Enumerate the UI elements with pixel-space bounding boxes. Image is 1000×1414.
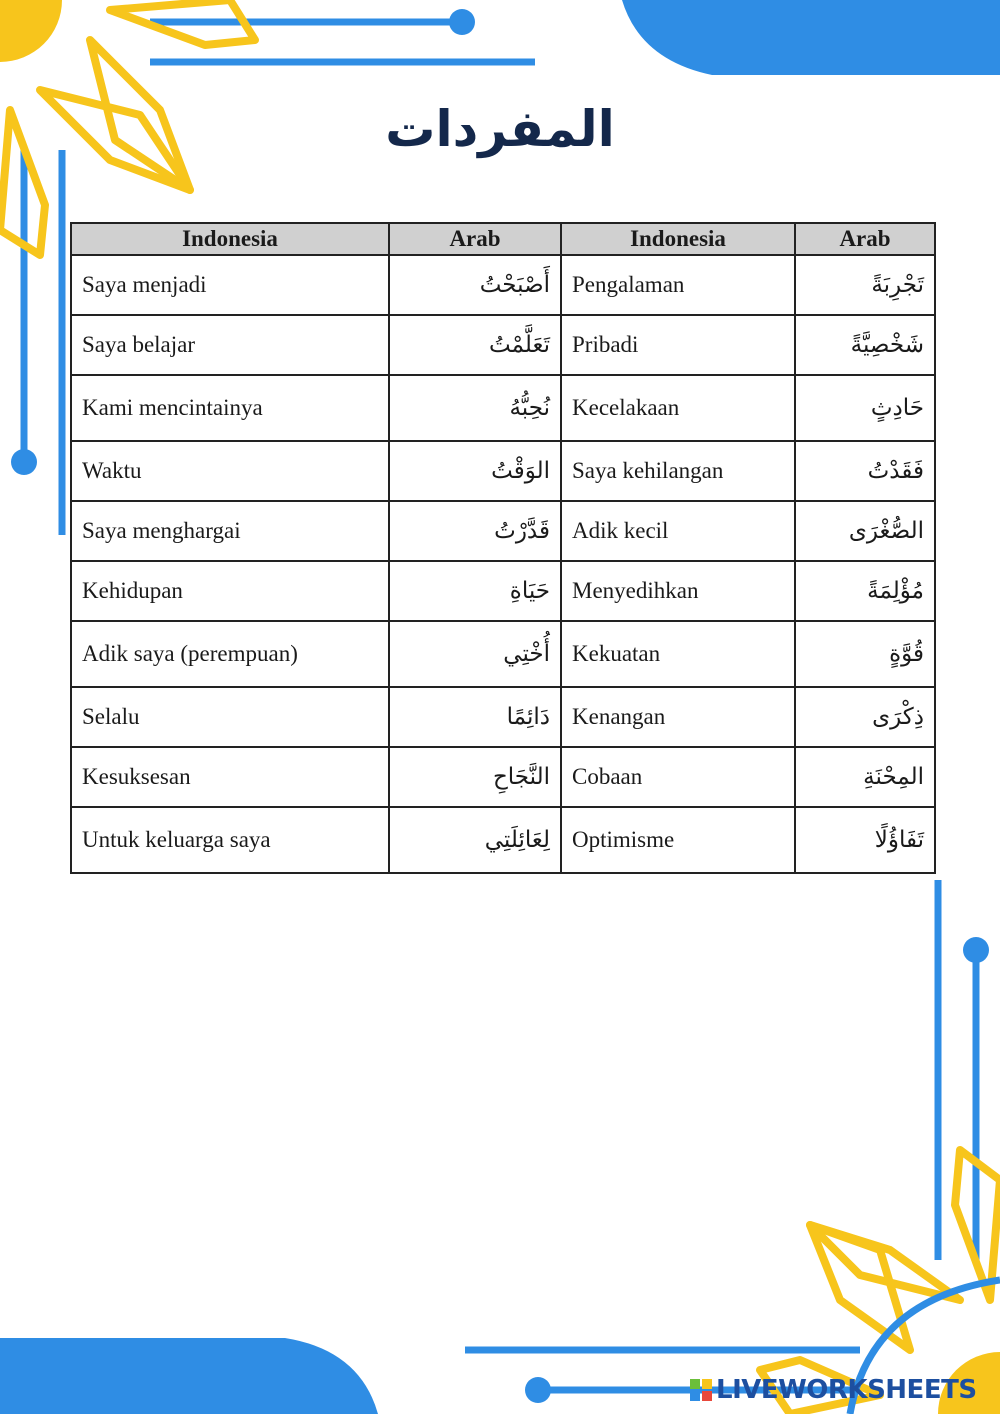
arabic-word: الوَقْتُ [389, 441, 561, 501]
arabic-word: تَعَلَّمْتُ [389, 315, 561, 375]
arabic-word: نُحِبُّهُ [389, 375, 561, 441]
liveworksheets-logo-icon [690, 1379, 712, 1401]
table-row [71, 747, 935, 807]
indonesian-word: Pengalaman [561, 255, 795, 315]
table-row [71, 255, 935, 315]
indonesian-word: Saya belajar [71, 315, 389, 375]
indonesian-word: Pribadi [561, 315, 795, 375]
indonesian-word: Cobaan [561, 747, 795, 807]
table-row [71, 315, 935, 375]
indonesian-word: Saya kehilangan [561, 441, 795, 501]
indonesian-word: Saya menjadi [71, 255, 389, 315]
table-row [71, 501, 935, 561]
arabic-word: المِحْنَةِ [795, 747, 935, 807]
vocabulary-table [70, 222, 936, 874]
indonesian-word: Selalu [71, 687, 389, 747]
arabic-word: قَدَّرْتُ [389, 501, 561, 561]
liveworksheets-logo-text: LIVEWORKSHEETS [716, 1375, 977, 1405]
table-row [71, 375, 935, 441]
table-row [71, 561, 935, 621]
arabic-word: دَائِمًا [389, 687, 561, 747]
right-frame-dot [963, 937, 989, 963]
indonesian-word: Kecelakaan [561, 375, 795, 441]
top-frame-dot [449, 9, 475, 35]
indonesian-word: Saya menghargai [71, 501, 389, 561]
arabic-word: لِعَائِلَتِي [389, 807, 561, 873]
arabic-word: أُخْتِي [389, 621, 561, 687]
indonesian-word: Menyedihkan [561, 561, 795, 621]
indonesian-word: Waktu [71, 441, 389, 501]
bottom-frame-dot [525, 1377, 551, 1403]
indonesian-word: Kesuksesan [71, 747, 389, 807]
bottom-left-blue-shape [0, 1338, 378, 1414]
indonesian-word: Kami mencintainya [71, 375, 389, 441]
table-row [71, 441, 935, 501]
arabic-word: تَجْرِبَةً [795, 255, 935, 315]
left-frame-dot [11, 449, 37, 475]
indonesian-word: Kehidupan [71, 561, 389, 621]
arabic-word: حَيَاةِ [389, 561, 561, 621]
arabic-word: فَقَدْتُ [795, 441, 935, 501]
arabic-word: النَّجَاحِ [389, 747, 561, 807]
indonesian-word: Adik saya (perempuan) [71, 621, 389, 687]
arabic-word: شَخْصِيَّةً [795, 315, 935, 375]
liveworksheets-logo[interactable] [690, 1374, 977, 1406]
top-right-blue-shape [622, 0, 1000, 75]
table-row [71, 687, 935, 747]
indonesian-word: Adik kecil [561, 501, 795, 561]
header-arab-2: Arab [795, 223, 935, 255]
arabic-word: حَادِثٍ [795, 375, 935, 441]
header-indonesia-2: Indonesia [561, 223, 795, 255]
table-row [71, 621, 935, 687]
arabic-word: تَفَاؤُلًا [795, 807, 935, 873]
arabic-word: أَصْبَحْتُ [389, 255, 561, 315]
arabic-word: مُؤْلِمَةً [795, 561, 935, 621]
page-title: المفردات [385, 100, 615, 158]
arabic-word: ذِكْرَى [795, 687, 935, 747]
arabic-word: قُوَّةٍ [795, 621, 935, 687]
indonesian-word: Optimisme [561, 807, 795, 873]
table-header-row [71, 223, 935, 255]
header-indonesia-1: Indonesia [71, 223, 389, 255]
indonesian-word: Kekuatan [561, 621, 795, 687]
indonesian-word: Kenangan [561, 687, 795, 747]
header-arab-1: Arab [389, 223, 561, 255]
indonesian-word: Untuk keluarga saya [71, 807, 389, 873]
arabic-word: الصُّغْرَى [795, 501, 935, 561]
table-row [71, 807, 935, 873]
